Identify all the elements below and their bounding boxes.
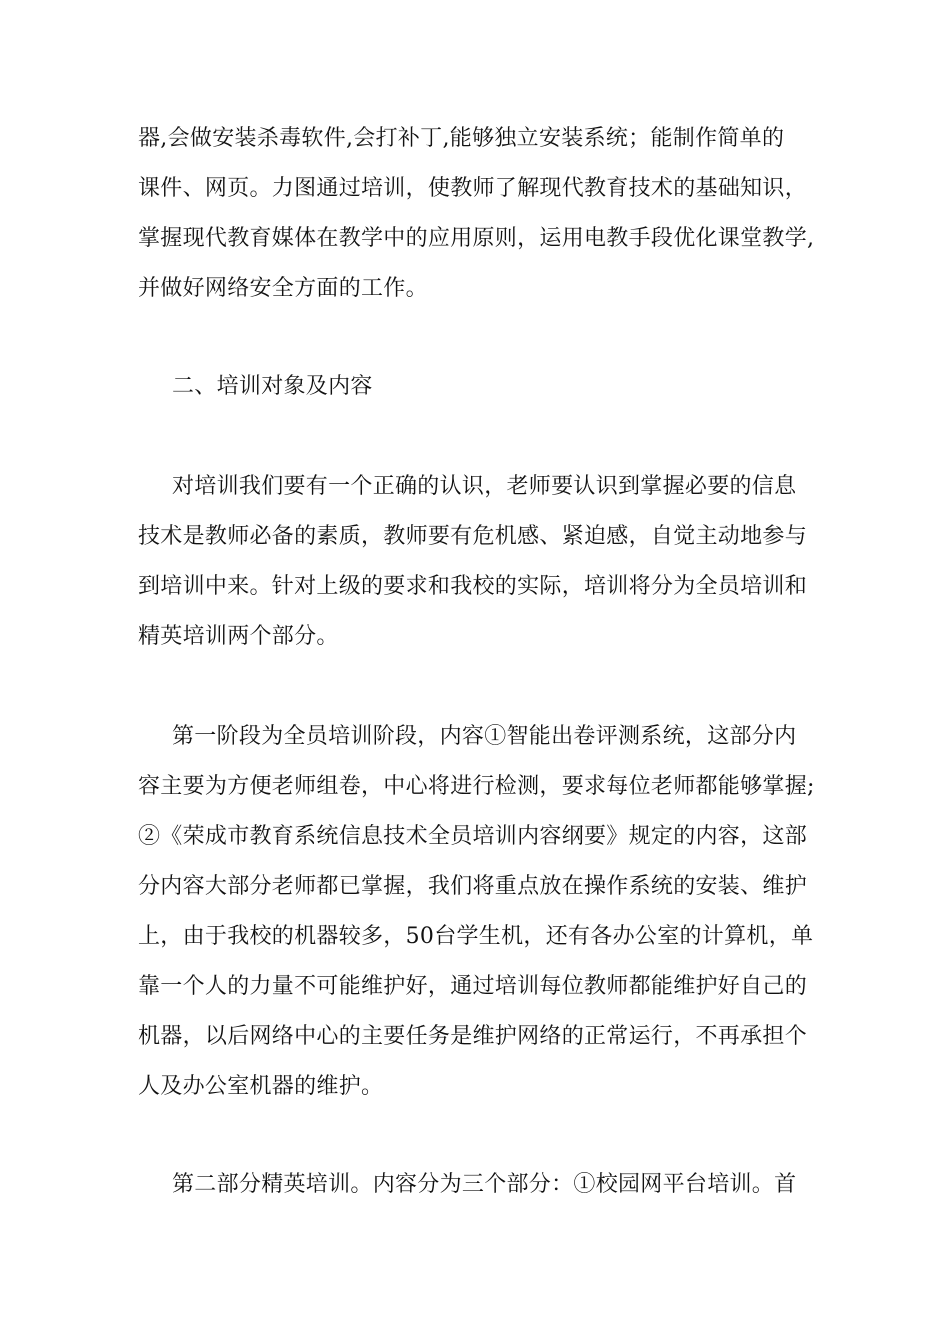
text-line: ②《荣成市教育系统信息技术全员培训内容纲要》规定的内容，这部: [138, 824, 808, 849]
text-line: 上，由于我校的机器较多，50台学生机，还有各办公室的计算机，单: [138, 924, 814, 949]
text-line: 第二部分精英培训。内容分为三个部分：①校园网平台培训。首: [172, 1172, 797, 1197]
text-line: 掌握现代教育媒体在教学中的应用原则，运用电教手段优化课堂教学,: [138, 226, 815, 251]
text-line: 并做好网络安全方面的工作。: [138, 276, 428, 301]
text-line: 技术是教师必备的素质，教师要有危机感、紧迫感，自觉主动地参与: [138, 524, 808, 549]
text-line: 器,会做安装杀毒软件,会打补丁,能够独立安装系统；能制作简单的: [138, 126, 785, 151]
text-line: 分内容大部分老师都已掌握，我们将重点放在操作系统的安装、维护: [138, 874, 808, 899]
text-line: 课件、网页。力图通过培训，使教师了解现代教育技术的基础知识，: [138, 176, 808, 201]
text-line: 到培训中来。针对上级的要求和我校的实际，培训将分为全员培训和: [138, 574, 808, 599]
text-line: 对培训我们要有一个正确的认识，老师要认识到掌握必要的信息: [172, 474, 797, 499]
text-line: 人及办公室机器的维护。: [138, 1074, 384, 1099]
text-line: 容主要为方便老师组卷，中心将进行检测，要求每位老师都能够掌握;: [138, 774, 815, 799]
text-line: 靠一个人的力量不可能维护好，通过培训每位教师都能维护好自己的: [138, 974, 808, 999]
text-line: 机器，以后网络中心的主要任务是维护网络的正常运行，不再承担个: [138, 1024, 808, 1049]
text-line: 第一阶段为全员培训阶段，内容①智能出卷评测系统，这部分内: [172, 724, 797, 749]
heading-text: 二、培训对象及内容: [172, 374, 373, 399]
text-line: 精英培训两个部分。: [138, 624, 339, 649]
